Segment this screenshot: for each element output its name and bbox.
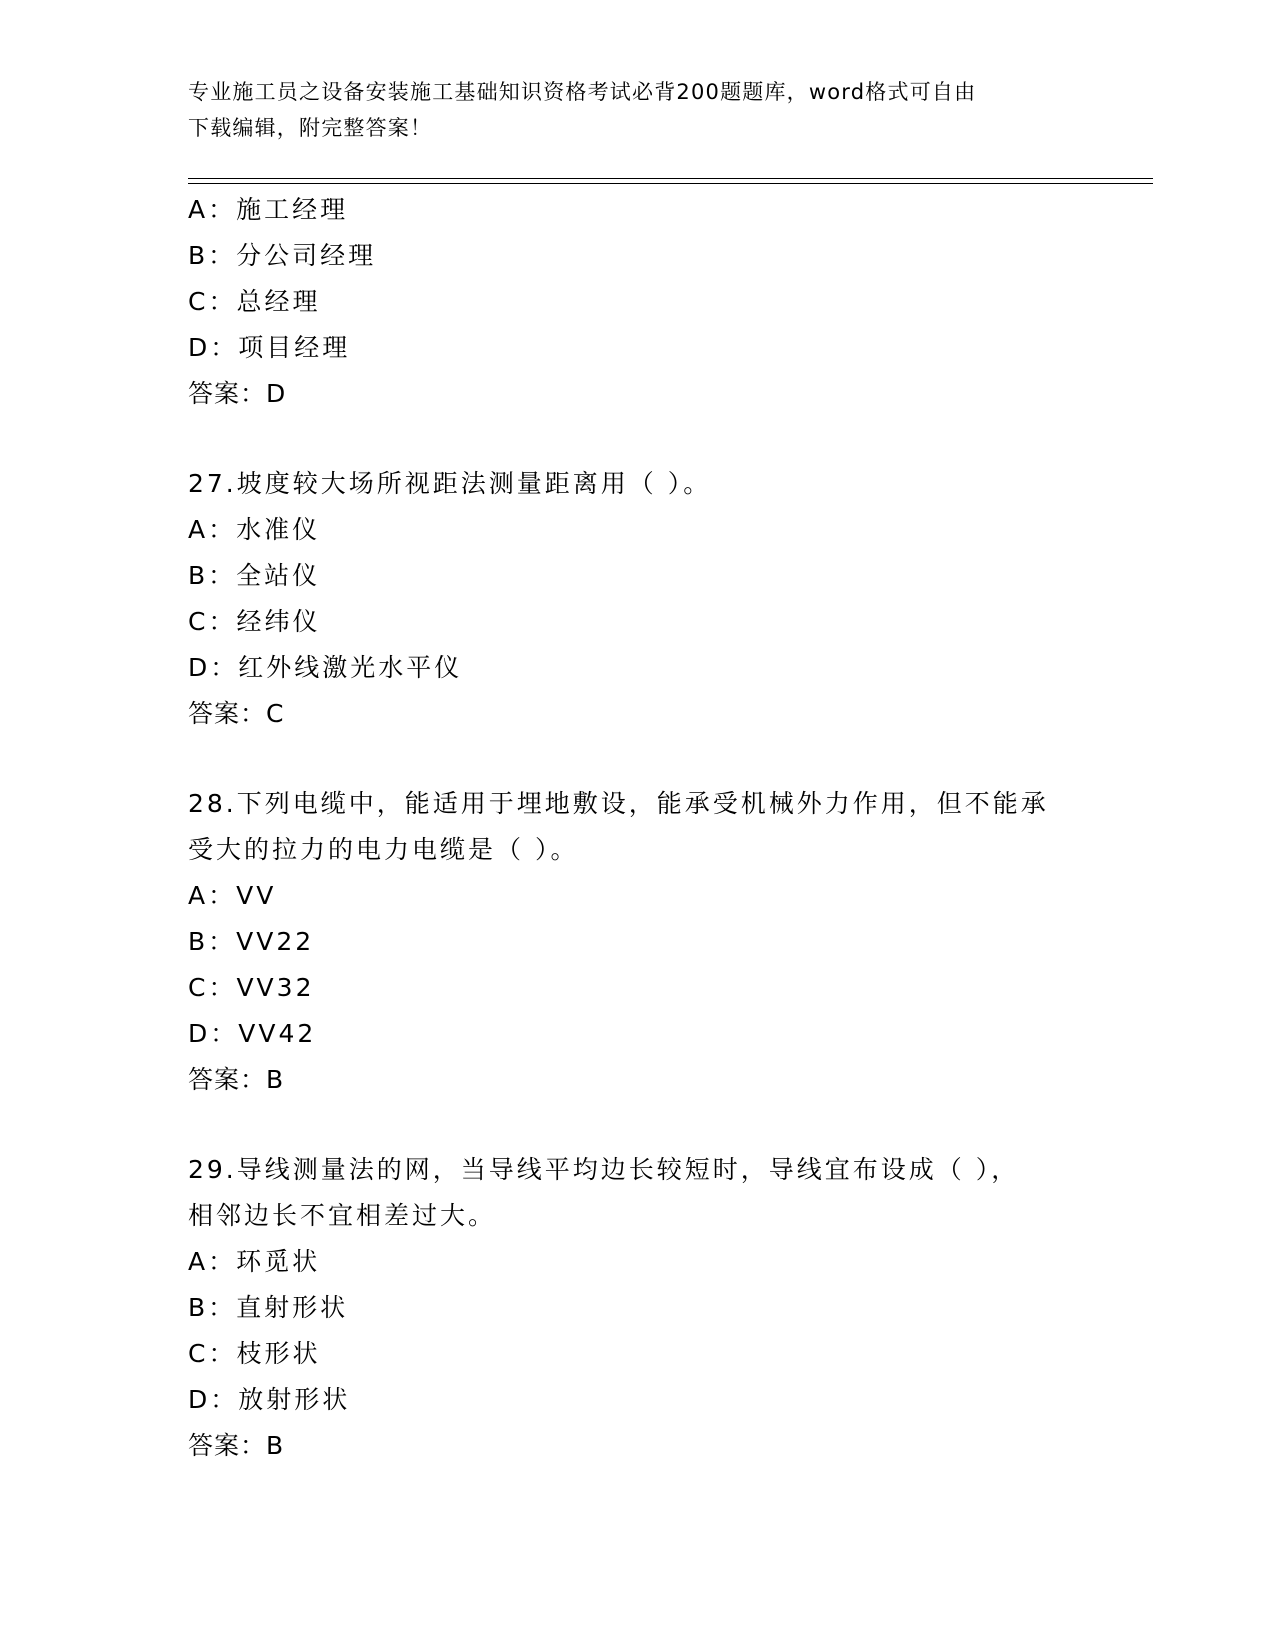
option-c: C：VV32 <box>188 973 315 1002</box>
answer-line: 答案：C <box>188 699 285 728</box>
option-b: B：分公司经理 <box>188 241 377 270</box>
option-a: A：环觅状 <box>188 1247 321 1276</box>
question-text-line-1: 29.导线测量法的网，当导线平均边长较短时，导线宜布设成（ ）， <box>188 1155 1020 1184</box>
question-block-26 <box>188 187 1088 417</box>
option-b: B：VV22 <box>188 927 315 956</box>
option-c: C：经纬仪 <box>188 607 321 636</box>
header-line-2: 下载编辑，附完整答案！ <box>188 116 433 140</box>
option-d: D：放射形状 <box>188 1385 351 1414</box>
option-d: D：VV42 <box>188 1019 317 1048</box>
question-text-line-2: 相邻边长不宜相差过大。 <box>188 1201 497 1230</box>
header-divider-top <box>188 178 1153 179</box>
document-header <box>188 74 1088 146</box>
header-line-1: 专业施工员之设备安装施工基础知识资格考试必背200题题库，word格式可自由 <box>188 80 977 104</box>
question-text-line-1: 28.下列电缆中，能适用于埋地敷设，能承受机械外力作用，但不能承 <box>188 789 1049 818</box>
question-block-29 <box>188 1147 1088 1469</box>
option-a: A：施工经理 <box>188 195 349 224</box>
question-block-28 <box>188 781 1088 1103</box>
option-d: D：项目经理 <box>188 333 351 362</box>
question-block-27 <box>188 461 1088 737</box>
header-divider-bottom <box>188 183 1153 184</box>
answer-line: 答案：B <box>188 1065 285 1094</box>
option-c: C：总经理 <box>188 287 321 316</box>
option-b: B：直射形状 <box>188 1293 349 1322</box>
option-c: C：枝形状 <box>188 1339 321 1368</box>
option-a: A：VV <box>188 881 277 910</box>
option-d: D：红外线激光水平仪 <box>188 653 463 682</box>
answer-line: 答案：D <box>188 379 287 408</box>
question-text: 27.坡度较大场所视距法测量距离用（ ）。 <box>188 469 712 498</box>
option-a: A：水准仪 <box>188 515 321 544</box>
question-list <box>188 187 1088 1469</box>
answer-line: 答案：B <box>188 1431 285 1460</box>
question-text-line-2: 受大的拉力的电力电缆是（ ）。 <box>188 835 579 864</box>
option-b: B：全站仪 <box>188 561 321 590</box>
